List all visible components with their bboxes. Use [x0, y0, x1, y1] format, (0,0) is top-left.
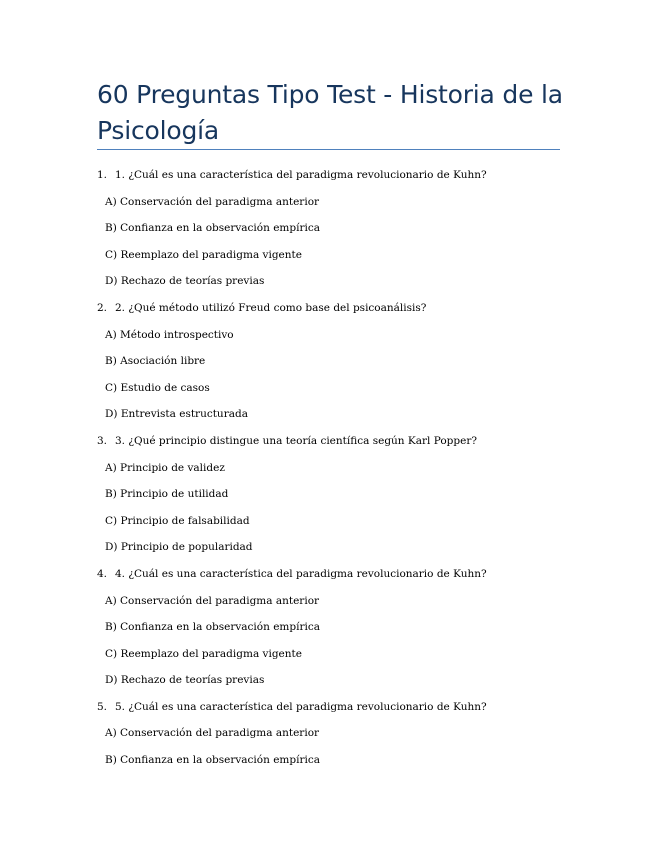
document-title: 60 Preguntas Tipo Test - Historia de la Psicología — [97, 80, 563, 145]
question-block — [0, 162, 655, 295]
question-number: 1. — [97, 169, 108, 181]
question-line — [0, 428, 655, 455]
answer-option: C) Reemplazo del paradigma vigente — [105, 647, 302, 660]
answer-option: B) Principio de utilidad — [105, 488, 229, 501]
answer-option: C) Estudio de casos — [105, 381, 210, 394]
question-list — [0, 162, 655, 774]
answer-option: B) Confianza en la observación empírica — [105, 222, 320, 235]
answer-option: C) Principio de falsabilidad — [105, 514, 250, 527]
answer-option: B) Asociación libre — [105, 355, 206, 368]
question-block — [0, 295, 655, 428]
question-line — [0, 162, 655, 189]
answer-option: B) Confianza en la observación empírica — [105, 621, 320, 634]
question-text: 2. ¿Qué método utilizó Freud como base del psicoanálisis? — [115, 301, 427, 314]
title-underline — [97, 149, 560, 150]
question-line — [0, 561, 655, 588]
answer-option: A) Principio de validez — [105, 461, 225, 474]
question-line — [0, 295, 655, 322]
question-text: 3. ¿Qué principio distingue una teoría científica según Karl Popper? — [115, 434, 477, 447]
answer-option: A) Conservación del paradigma anterior — [105, 195, 320, 208]
question-block — [0, 561, 655, 694]
question-text: 1. ¿Cuál es una característica del paradigma revolucionario de Kuhn? — [115, 169, 487, 181]
question-number: 3. — [97, 434, 108, 447]
answer-option: D) Rechazo de teorías previas — [105, 674, 265, 687]
question-number: 5. — [97, 700, 108, 713]
question-line — [0, 694, 655, 721]
question-number: 2. — [97, 301, 108, 314]
question-text: 4. ¿Cuál es una característica del paradigma revolucionario de Kuhn? — [115, 567, 487, 580]
question-block — [0, 694, 655, 774]
answer-option: A) Conservación del paradigma anterior — [105, 727, 320, 740]
question-number: 4. — [97, 567, 108, 580]
question-block — [0, 428, 655, 561]
question-text: 5. ¿Cuál es una característica del paradigma revolucionario de Kuhn? — [115, 700, 487, 713]
answer-option: B) Confianza en la observación empírica — [105, 754, 320, 767]
answer-option: A) Método introspectivo — [105, 328, 234, 341]
answer-option: C) Reemplazo del paradigma vigente — [105, 248, 302, 261]
answer-option: D) Principio de popularidad — [105, 541, 253, 554]
answer-option: D) Entrevista estructurada — [105, 408, 248, 421]
answer-option: A) Conservación del paradigma anterior — [105, 594, 320, 607]
answer-option: D) Rechazo de teorías previas — [105, 275, 265, 288]
